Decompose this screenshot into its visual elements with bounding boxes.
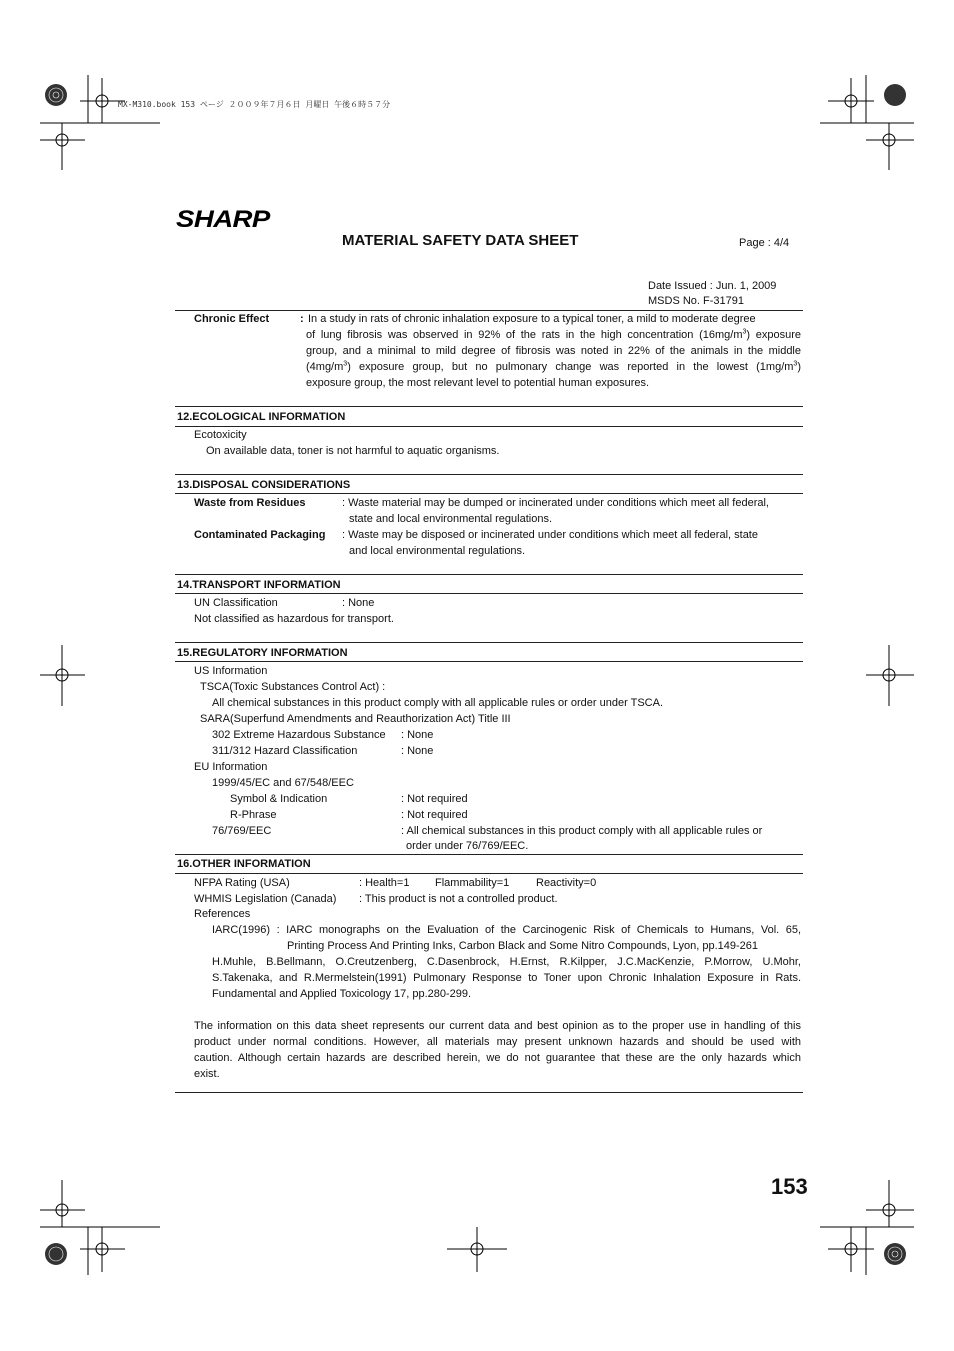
disclaimer-line-4: exist.	[194, 1068, 220, 1080]
ref1-line-2: Printing Process And Printing Inks, Carbon Black and Some Nitro Compounds, Lyon, pp.149-261	[287, 940, 759, 952]
disclaimer-line-1: The information on this data sheet represents our current data and best opinion as to the proper use in handling of this	[194, 1020, 801, 1032]
us-information: US Information	[194, 665, 268, 677]
rule-16-top	[175, 854, 803, 855]
chronic-line-3: group, and a minimal to mild degree of fibrosis was noted in 22% of the animals in the middle	[306, 345, 801, 357]
s302-label: 302 Extreme Hazardous Substance	[212, 729, 386, 741]
rule-15-bottom	[175, 661, 803, 662]
rule-14-bottom	[175, 593, 803, 594]
print-header-line: MX-M310.book 153 ページ ２００９年７月６日 月曜日 午後６時５７分	[118, 100, 391, 109]
s302-value: : None	[401, 729, 434, 741]
page-indicator: Page : 4/4	[739, 237, 790, 249]
eec-label: 76/769/EEC	[212, 825, 272, 837]
section-13-heading: 13.DISPOSAL CONSIDERATIONS	[177, 479, 351, 491]
symbol-value: : Not required	[401, 793, 468, 805]
chronic-line-5: exposure group, the most relevant level to potential human exposures.	[306, 377, 650, 389]
rule-14-top	[175, 574, 803, 575]
eu-information: EU Information	[194, 761, 268, 773]
chronic-effect-label: Chronic Effect	[194, 313, 270, 325]
chronic-line-1: In a study in rats of chronic inhalation exposure to a typical toner, a mild to moderate degree	[308, 313, 756, 325]
rule-15-top	[175, 642, 803, 643]
transport-note: Not classified as hazardous for transport.	[194, 613, 394, 625]
nfpa-label: NFPA Rating (USA)	[194, 877, 290, 889]
s311-value: : None	[401, 745, 434, 757]
page-number: 153	[771, 1174, 808, 1199]
un-classification-value: : None	[342, 597, 375, 609]
nfpa-flammability: Flammability=1	[435, 877, 510, 889]
ref2-line-2: S.Takenaka, and R.Mermelstein(1991) Pulmonary Response to Toner upon Chronic Inhalation Exposure in Rats.	[212, 972, 801, 984]
rule-bottom	[175, 1092, 803, 1093]
date-issued: Date Issued : Jun. 1, 2009	[648, 280, 777, 292]
eu-directive: 1999/45/EC and 67/548/EEC	[212, 777, 354, 789]
disclaimer-line-3: caution. Although certain hazards are described herein, we do not guarantee that these are the only hazards which	[194, 1052, 801, 1064]
un-classification-label: UN Classification	[194, 597, 278, 609]
tsca-label: TSCA(Toxic Substances Control Act) :	[200, 681, 386, 693]
rule-12-bottom	[175, 426, 803, 427]
section-12-heading: 12.ECOLOGICAL INFORMATION	[177, 411, 346, 423]
s311-label: 311/312 Hazard Classification	[212, 745, 358, 757]
rphrase-label: R-Phrase	[230, 809, 277, 821]
sharp-logo: SHARP	[176, 206, 270, 233]
ref2-line-3: Fundamental and Applied Toxicology 17, pp.280-299.	[212, 988, 472, 1000]
msds-number: MSDS No. F-31791	[648, 295, 744, 307]
eec-line-1: : All chemical substances in this product comply with all applicable rules or	[401, 825, 763, 837]
chronic-line-2: of lung fibrosis was observed in 92% of the rats in the high concentration $(16mg/m^3)$ exposure	[306, 328, 801, 341]
ecotoxicity-text: On available data, toner is not harmful to aquatic organisms.	[206, 445, 500, 457]
whmis-value: : This product is not a controlled product.	[359, 893, 558, 905]
rule-12-top	[175, 406, 803, 407]
tsca-text: All chemical substances in this product comply with all applicable rules or order under TSCA.	[212, 697, 664, 709]
chronic-line-4: $(4mg/m^3)$ exposure group, but no pulmonary change was reported in the lowest $(1mg/m^3)$	[306, 360, 801, 373]
whmis-label: WHMIS Legislation (Canada)	[194, 893, 337, 905]
page-title: MATERIAL SAFETY DATA SHEET	[342, 232, 579, 249]
waste-line-1: : Waste material may be dumped or incinerated under conditions which meet all federal,	[342, 497, 769, 509]
rule-16-bottom	[175, 873, 803, 874]
rphrase-value: : Not required	[401, 809, 468, 821]
section-14-heading: 14.TRANSPORT INFORMATION	[177, 579, 341, 591]
eec-line-2: order under 76/769/EEC.	[406, 840, 529, 852]
disclaimer-line-2: product under normal conditions. However, all materials may present unknown hazards and should be used with	[194, 1036, 801, 1048]
ecotoxicity-label: Ecotoxicity	[194, 429, 247, 441]
symbol-label: Symbol & Indication	[230, 793, 328, 805]
section-15-heading: 15.REGULATORY INFORMATION	[177, 647, 348, 659]
packaging-line-1: : Waste may be disposed or incinerated under conditions which meet all federal, state	[342, 529, 758, 541]
rule-13-bottom	[175, 493, 803, 494]
ref2-line-1: H.Muhle, B.Bellmann, O.Creutzenberg, C.Dasenbrock, H.Ernst, R.Kilpper, J.C.MacKenzie, P.Morrow, U.Mohr,	[212, 956, 801, 968]
nfpa-reactivity: Reactivity=0	[536, 877, 597, 889]
sara-label: SARA(Superfund Amendments and Reauthorization Act) Title III	[200, 713, 511, 725]
chronic-effect-colon: :	[300, 313, 304, 325]
references-label: References	[194, 908, 251, 920]
ref1-line-1: IARC(1996) : IARC monographs on the Evaluation of the Carcinogenic Risk of Chemicals to Humans, Vol. 65,	[212, 924, 801, 936]
waste-line-2: state and local environmental regulations.	[349, 513, 553, 525]
section-16-heading: 16.OTHER INFORMATION	[177, 858, 311, 870]
waste-label: Waste from Residues	[194, 497, 306, 509]
packaging-label: Contaminated Packaging	[194, 529, 326, 541]
rule-13-top	[175, 474, 803, 475]
nfpa-health: : Health=1	[359, 877, 410, 889]
packaging-line-2: and local environmental regulations.	[349, 545, 526, 557]
